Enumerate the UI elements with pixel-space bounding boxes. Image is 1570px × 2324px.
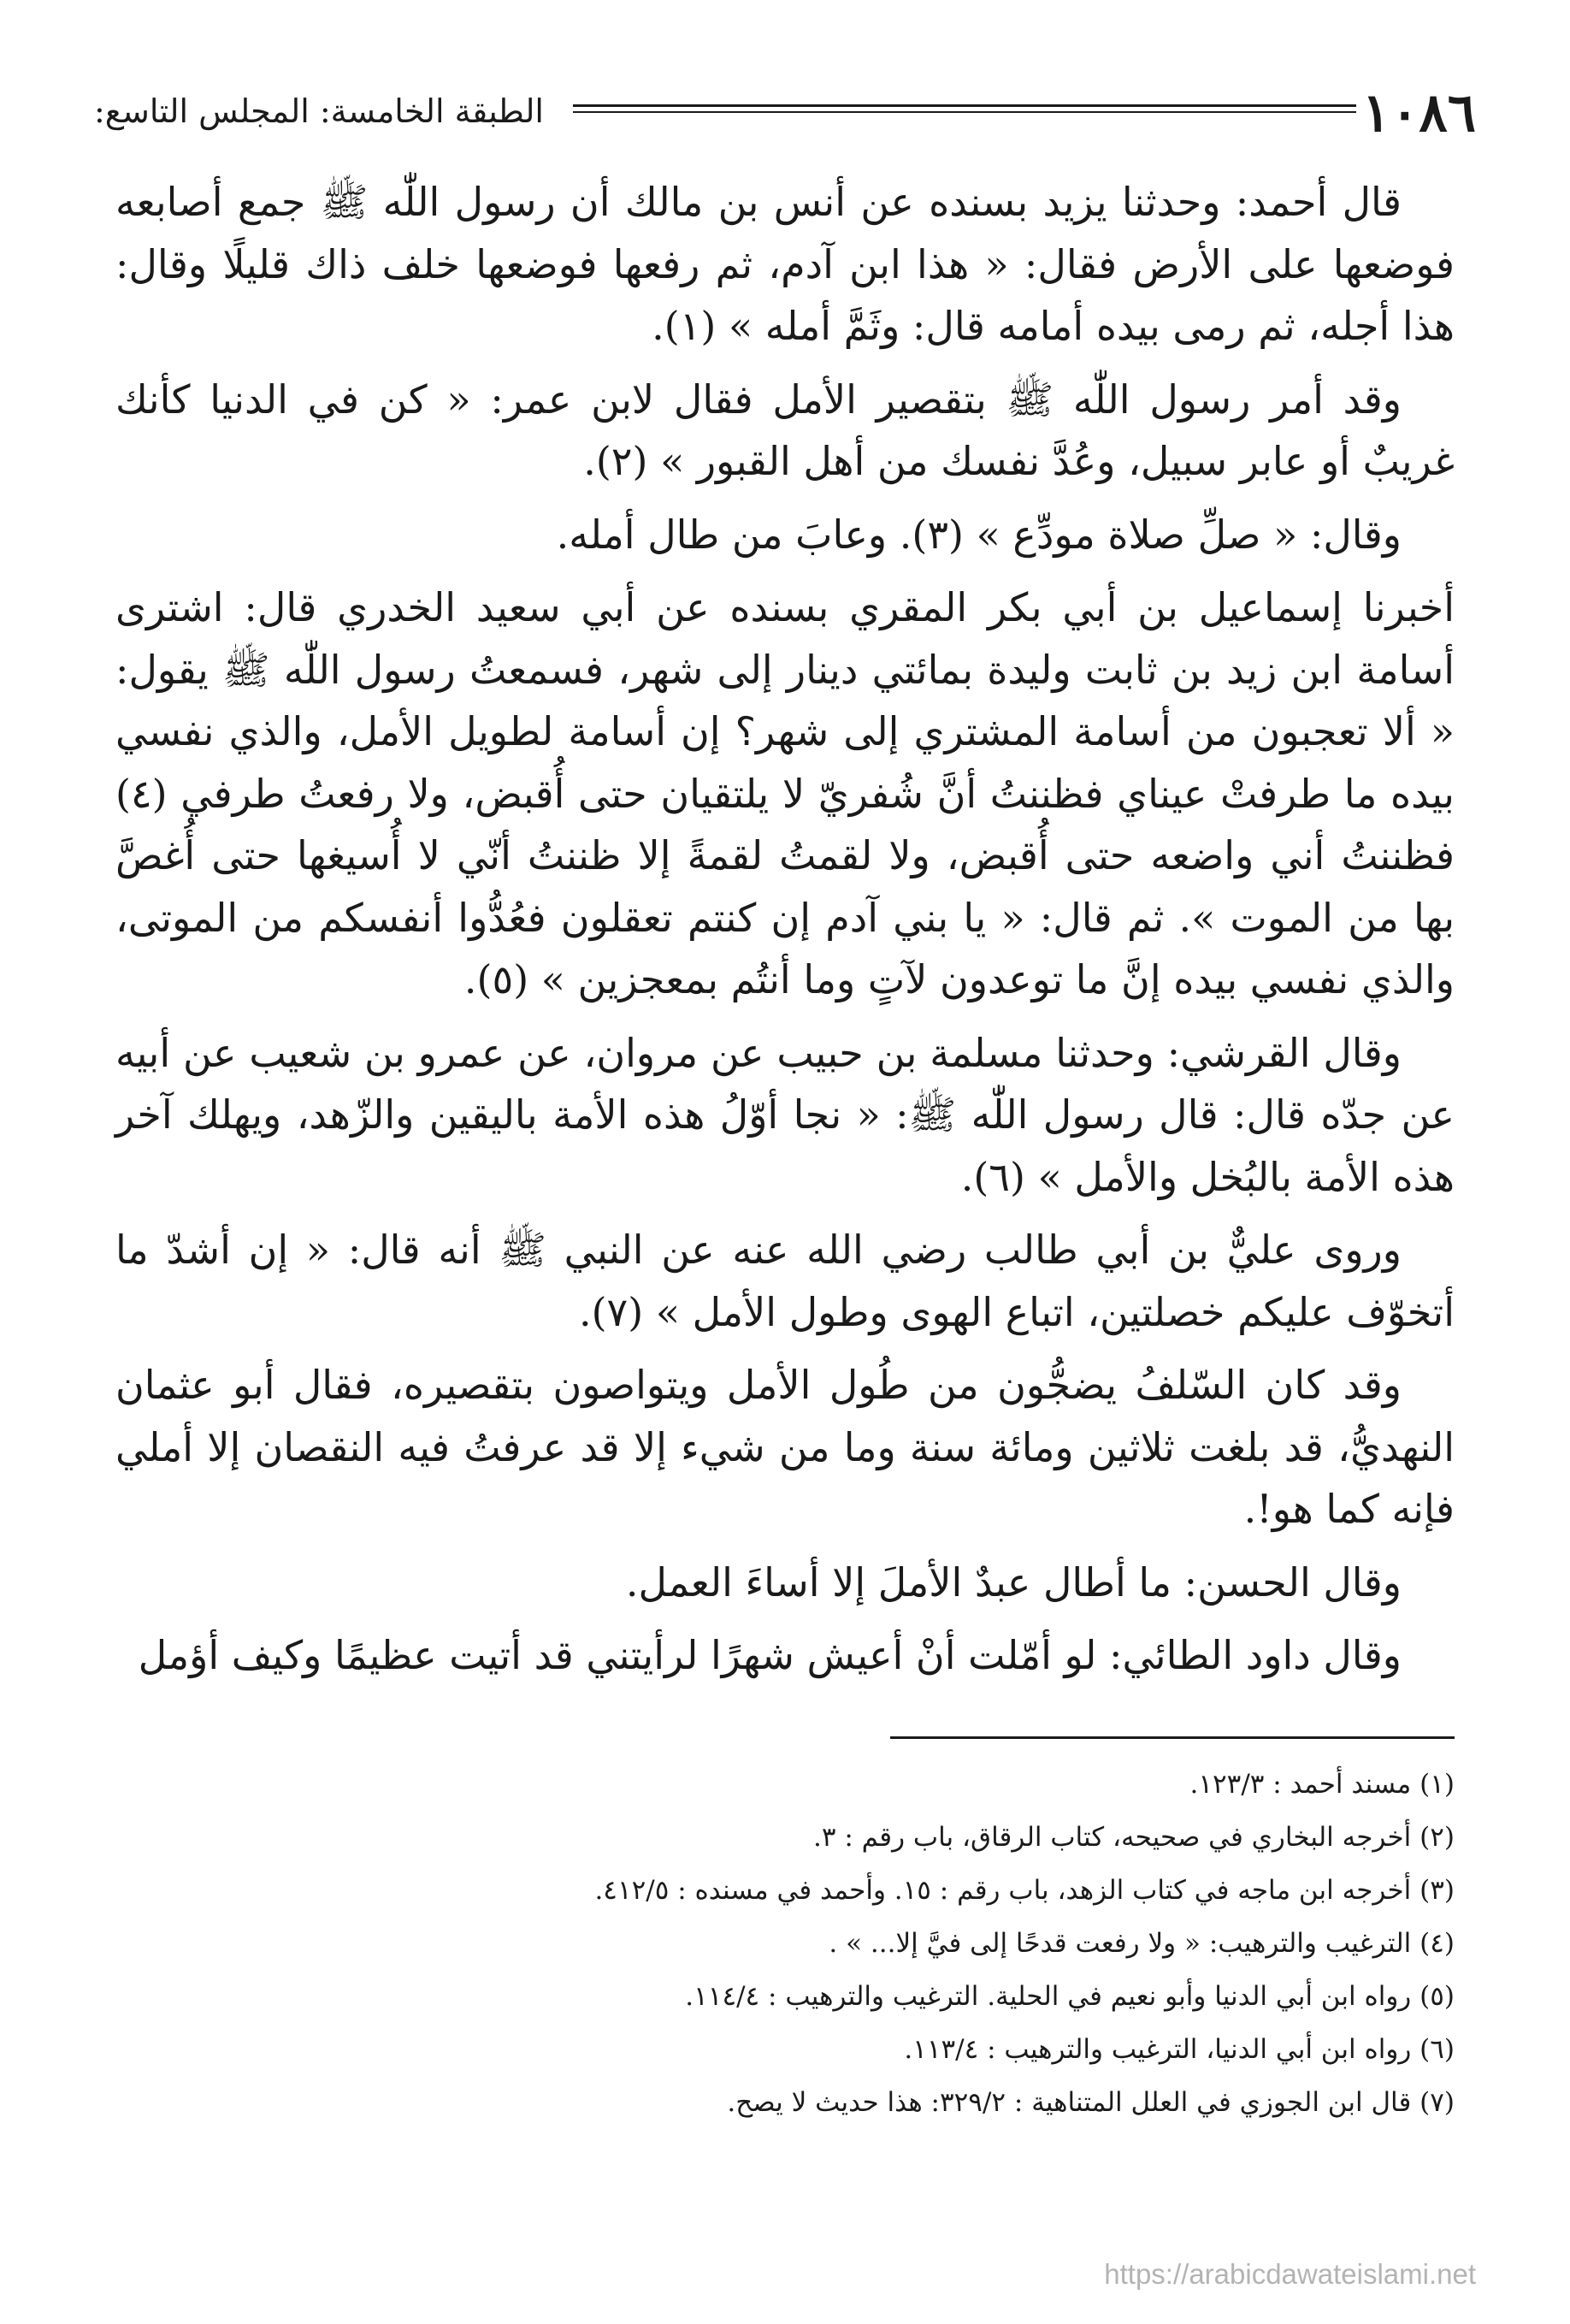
paragraph: وروى عليٌّ بن أبي طالب رضي الله عنه عن النبي ﷺ أنه قال: « إن أشدّ ما أتخوّف عليكم خصلتين، اتباع الهوى وطول الأمل » (٧).	[115, 1227, 1455, 1335]
paragraph: وقال الحسن: ما أطال عبدٌ الأملَ إلا أساءَ العمل.	[625, 1558, 1402, 1606]
paragraph: وقال: « صلِّ صلاة مودِّع » (٣). وعابَ من طال أمله.	[556, 511, 1402, 558]
page-header	[94, 79, 1476, 147]
paragraph: وقد كان السّلفُ يضجُّون من طُول الأمل ويتواصون بتقصيره، فقال أبو عثمان النهديُّ، قد بلغت ثلاثين ومائة سنة وما من شيء إلا قد عرفتُ فيه النقصان إلا أملي فإنه كما هو!.	[115, 1362, 1455, 1532]
footnote-separator	[890, 1736, 1455, 1739]
paragraph: وقد أمر رسول اللّٰه ﷺ بتقصير الأمل فقال لابن عمر: « كن في الدنيا كأنك غريبٌ أو عابر سبيل، وعُدَّ نفسك من أهل القبور » (٢).	[115, 376, 1455, 484]
paragraph: أخبرنا إسماعيل بن أبي بكر المقري بسنده عن أبي سعيد الخدري قال: اشترى أسامة ابن زيد بن ثابت وليدة بمائتي دينار إلى شهر، فسمعتُ رسول اللّٰه ﷺ يقول: « ألا تعجبون من أسامة المشتري إلى شهر؟ إن أسامة لطويل الأمل، والذي نفسي بيده ما طرفتْ عيناي فظننتُ أنَّ شُفريّ لا يلتقيان حتى أُقبض، ولا رفعتُ طرفي (٤) فظننتُ أني واضعه حتى أُقبض، ولا لقمتُ لقمةً إلا ظننتُ أنّي لا أُسيغها حتى أُغصَّ بها من الموت ». ثم قال: « يا بني آدم إن كنتم تعقلون فعُدُّوا أنفسكم من الموتى، والذي نفسي بيده إنَّ ما توعدون لآتٍ وما أنتُم بمعجزين » (٥).	[115, 584, 1455, 1002]
paragraph: قال أحمد: وحدثنا يزيد بسنده عن أنس بن مالك أن رسول اللّٰه ﷺ جمع أصابعه فوضعها على الأرض فقال: « هذا ابن آدم، ثم رفعها فوضعها خلف ذاك قليلًا وقال: هذا أجله، ثم رمى بيده أمامه قال: وثَمَّ أمله » (١).	[115, 179, 1455, 349]
footnote: (٣) أخرجه ابن ماجه في كتاب الزهد، باب رقم : ١٥. وأحمد في مسنده : ٤١٢/٥.	[594, 1875, 1455, 1906]
footnote: (٧) قال ابن الجوزي في العلل المتناهية : ٣٢٩/٢: هذا حديث لا يصح.	[727, 2087, 1455, 2118]
running-title: الطبقة الخامسة: المجلس التاسع:	[94, 92, 544, 130]
paragraph: وقال القرشي: وحدثنا مسلمة بن حبيب عن مروان، عن عمرو بن شعيب عن أبيه عن جدّه قال: قال رسول اللّٰه ﷺ: « نجا أوّلُ هذه الأمة باليقين والزّهد، ويهلك آخر هذه الأمة بالبُخل والأمل » (٦).	[115, 1029, 1455, 1200]
footnote: (٦) رواه ابن أبي الدنيا، الترغيب والترهيب : ١١٣/٤.	[904, 2034, 1455, 2065]
header-rule	[573, 104, 1356, 107]
main-text	[115, 171, 1455, 1698]
header-rule-secondary	[573, 111, 1356, 113]
footnote: (٤) الترغيب والترهيب: « ولا رفعت قدحًا إلى فيَّ إلا... » .	[829, 1928, 1455, 1959]
footnote: (١) مسند أحمد : ١٢٣/٣.	[1189, 1769, 1455, 1800]
page-number: ١٠٨٦	[1361, 81, 1476, 144]
paragraph: وقال داود الطائي: لو أمّلت أنْ أعيش شهرًا لرأيتني قد أتيت عظيمًا وكيف أؤمل	[138, 1632, 1402, 1678]
footnotes	[115, 1758, 1455, 2129]
watermark-url: https://arabicdawateislami.net	[1104, 2258, 1476, 2290]
footnote: (٥) رواه ابن أبي الدنيا وأبو نعيم في الحلية. الترغيب والترهيب : ١١٤/٤.	[685, 1981, 1455, 2012]
footnote: (٢) أخرجه البخاري في صحيحه، كتاب الرقاق، باب رقم : ٣.	[812, 1822, 1455, 1853]
